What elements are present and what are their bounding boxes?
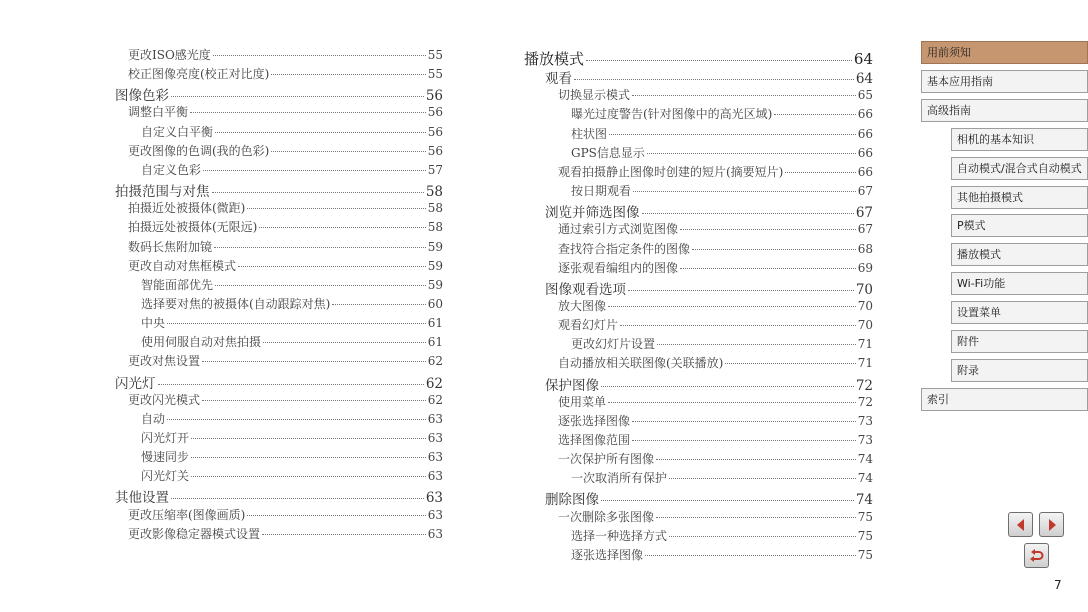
next-page-button[interactable]: [1039, 512, 1064, 537]
toc-entry-title: 一次保护所有图像: [558, 452, 655, 467]
toc-entry[interactable]: [115, 314, 443, 331]
dot-leader: [259, 227, 425, 228]
toc-entry-title: GPS信息显示: [571, 145, 645, 160]
toc-entry-page: 71: [857, 337, 873, 352]
toc-entry-page: 56: [425, 88, 443, 105]
dot-leader: [215, 132, 426, 133]
toc-entry-title: 放大图像: [558, 298, 607, 313]
dot-leader: [190, 112, 426, 113]
dot-leader: [271, 74, 425, 75]
toc-entry-page: 70: [857, 298, 873, 313]
toc-entry-title: 逐张选择图像: [571, 547, 644, 562]
toc-entry[interactable]: [524, 469, 873, 486]
toc-entry-page: 61: [427, 335, 443, 350]
dot-leader: [171, 96, 424, 97]
toc-entry-title: 选择一种选择方式: [571, 528, 668, 543]
toc-entry-page: 72: [855, 377, 873, 394]
toc-entry[interactable]: [115, 103, 443, 120]
dot-leader: [601, 500, 854, 501]
dot-leader: [263, 342, 426, 343]
toc-entry-page: 55: [427, 48, 443, 62]
toc-entry-page: 63: [427, 469, 443, 484]
toc-entry[interactable]: [524, 335, 873, 352]
sidebar-tab[interactable]: 用前须知: [921, 41, 1088, 64]
toc-entry-title: 逐张观看编组内的图像: [558, 260, 679, 275]
toc-entry[interactable]: [115, 84, 443, 104]
toc-entry-title: 更改影像稳定器模式设置: [128, 526, 261, 541]
toc-entry-page: 63: [427, 526, 443, 541]
dot-leader: [202, 400, 426, 401]
toc-entry-page: 58: [427, 220, 443, 235]
sidebar-tab[interactable]: P模式: [951, 214, 1088, 237]
toc-entry-page: 58: [425, 184, 443, 201]
toc-entry-page: 64: [855, 71, 873, 88]
toc-entry-title: 智能面部优先: [141, 277, 214, 292]
toc-entry-page: 59: [427, 277, 443, 292]
toc-entry[interactable]: [524, 201, 873, 221]
toc-entry-title: 闪光灯开: [141, 431, 190, 445]
dot-leader: [191, 438, 426, 439]
dot-leader: [167, 323, 426, 324]
toc-entry[interactable]: [524, 354, 873, 371]
toc-entry-page: 75: [857, 509, 873, 524]
toc-entry-page: 59: [427, 239, 443, 254]
toc-entry-title: 拍摄远处被摄体(无限远): [128, 220, 258, 235]
toc-entry[interactable]: [524, 105, 873, 122]
toc-entry-title: 闪光灯: [115, 375, 156, 392]
toc-entry-page: 75: [857, 528, 873, 543]
toc-entry[interactable]: [524, 527, 873, 544]
toc-entry-page: 70: [857, 318, 873, 333]
toc-entry-page: 72: [857, 394, 873, 409]
toc-entry-title: 更改图像的色调(我的色彩): [128, 143, 270, 158]
dot-leader: [680, 229, 856, 230]
toc-entry-page: 66: [857, 164, 873, 179]
toc-entry-page: 56: [427, 105, 443, 120]
toc-entry[interactable]: [115, 65, 443, 82]
toc-entry-page: 62: [427, 354, 443, 369]
toc-entry-title: 通过索引方式浏览图像: [558, 222, 679, 237]
dot-leader: [632, 95, 856, 96]
toc-entry-title: 更改幻灯片设置: [571, 337, 656, 352]
dot-leader: [601, 386, 854, 387]
toc-entry[interactable]: [524, 393, 873, 410]
dot-leader: [669, 536, 856, 537]
toc-entry[interactable]: [524, 86, 873, 103]
sidebar-tab[interactable]: 基本应用指南: [921, 70, 1088, 93]
toc-entry[interactable]: [115, 506, 443, 523]
toc-entry[interactable]: [115, 486, 443, 506]
toc-entry-title: 更改自动对焦框模式: [128, 258, 237, 273]
toc-entry-page: 60: [427, 296, 443, 311]
dot-leader: [191, 476, 426, 477]
back-button[interactable]: [1024, 543, 1049, 568]
toc-entry-page: 65: [857, 88, 873, 103]
dot-leader: [167, 419, 426, 420]
sidebar-tab[interactable]: 附件: [951, 330, 1088, 353]
toc-entry-title: 校正图像亮度(校正对比度): [128, 67, 270, 82]
toc-entry[interactable]: [115, 180, 443, 200]
toc-entry-title: 自定义白平衡: [141, 124, 214, 139]
sidebar-tab[interactable]: 高级指南: [921, 99, 1088, 122]
dot-leader: [620, 325, 856, 326]
toc-entry-page: 59: [427, 258, 443, 273]
toc-entry-title: 自定义色彩: [141, 162, 202, 177]
toc-entry-title: 观看幻灯片: [558, 318, 619, 333]
toc-entry[interactable]: [115, 333, 443, 350]
toc-entry[interactable]: [115, 123, 443, 140]
dot-leader: [647, 153, 856, 154]
toc-entry-page: 66: [857, 145, 873, 160]
dot-leader: [680, 268, 856, 269]
toc-entry-page: 71: [857, 356, 873, 371]
toc-entry-page: 63: [427, 431, 443, 445]
toc-entry-page: 73: [857, 413, 873, 428]
toc-entry-page: 56: [427, 143, 443, 158]
toc-entry[interactable]: [524, 220, 873, 237]
toc-entry[interactable]: [524, 144, 873, 161]
sidebar-tab[interactable]: 其他拍摄模式: [951, 186, 1088, 209]
toc-entry[interactable]: [115, 142, 443, 159]
toc-entry-title: 观看拍摄静止图像时创建的短片(摘要短片): [558, 164, 784, 179]
left-arrow-icon: [1014, 518, 1028, 532]
toc-entry-title: 慢速同步: [141, 450, 190, 465]
toc-entry-page: 56: [427, 124, 443, 139]
toc-entry-title: 删除图像: [545, 492, 599, 509]
toc-entry-page: 58: [427, 201, 443, 216]
toc-entry-title: 逐张选择图像: [558, 413, 631, 428]
dot-leader: [609, 134, 856, 135]
toc-entry[interactable]: [524, 374, 873, 394]
toc-entry-page: 74: [855, 492, 873, 509]
toc-entry[interactable]: [115, 525, 443, 542]
toc-entry-page: 63: [425, 490, 443, 507]
dot-leader: [238, 266, 426, 267]
toc-entry-page: 55: [427, 67, 443, 82]
toc-entry-title: 更改压缩率(图像画质): [128, 507, 246, 522]
toc-entry[interactable]: [115, 46, 443, 63]
toc-entry-title: 调整白平衡: [128, 105, 189, 120]
toc-entry-title: 播放模式: [524, 50, 585, 68]
dot-leader: [332, 304, 425, 305]
toc-entry-title: 中央: [141, 316, 166, 331]
toc-entry-title: 选择要对焦的被摄体(自动跟踪对焦): [141, 296, 331, 311]
toc-entry[interactable]: [115, 467, 443, 484]
dot-leader: [212, 192, 424, 193]
toc-entry-title: 观看: [545, 71, 572, 88]
return-arrow-icon: [1029, 549, 1045, 563]
toc-entry[interactable]: [524, 450, 873, 467]
sidebar-tab[interactable]: 设置菜单: [951, 301, 1088, 324]
dot-leader: [214, 247, 426, 248]
toc-entry-page: 64: [853, 50, 873, 68]
dot-leader: [785, 172, 855, 173]
dot-leader: [191, 457, 426, 458]
toc-entry[interactable]: [524, 182, 873, 199]
toc-entry[interactable]: [524, 316, 873, 333]
dot-leader: [725, 363, 855, 364]
dot-leader: [586, 60, 852, 61]
toc-entry-page: 63: [427, 507, 443, 522]
toc-entry[interactable]: [524, 48, 873, 69]
toc-entry[interactable]: [524, 546, 873, 563]
right-arrow-icon: [1045, 518, 1059, 532]
dot-leader: [656, 459, 856, 460]
toc-entry-page: 68: [857, 241, 873, 256]
toc-entry-title: 数码长焦附加镜: [128, 239, 213, 254]
toc-entry[interactable]: [524, 412, 873, 429]
prev-page-button[interactable]: [1008, 512, 1033, 537]
toc-entry[interactable]: [115, 372, 443, 392]
sidebar-tab[interactable]: 附录: [951, 359, 1088, 382]
toc-entry-page: 73: [857, 433, 873, 447]
dot-leader: [171, 498, 424, 499]
dot-leader: [608, 306, 856, 307]
dot-leader: [633, 191, 856, 192]
toc-entry-page: 74: [857, 471, 873, 486]
sidebar-tab[interactable]: 自动模式/混合式自动模式: [951, 157, 1088, 180]
toc-entry-title: 使用伺服自动对焦拍摄: [141, 335, 262, 350]
toc-entry[interactable]: [115, 410, 443, 427]
toc-entry-page: 57: [427, 162, 443, 177]
dot-leader: [669, 478, 856, 479]
toc-entry[interactable]: [115, 238, 443, 255]
toc-entry-page: 67: [857, 222, 873, 237]
toc-entry[interactable]: [115, 352, 443, 369]
sidebar-tab[interactable]: 索引: [921, 388, 1088, 411]
toc-entry-page: 74: [857, 452, 873, 467]
toc-entry-title: 柱状图: [571, 126, 608, 141]
toc-entry[interactable]: [524, 431, 873, 448]
toc-entry-title: 更改对焦设置: [128, 354, 201, 369]
toc-entry[interactable]: [115, 295, 443, 312]
toc-entry-page: 62: [427, 392, 443, 407]
toc-entry-title: 图像观看选项: [545, 281, 626, 298]
sidebar-tab[interactable]: 播放模式: [951, 243, 1088, 266]
toc-entry-page: 66: [857, 126, 873, 141]
toc-entry-title: 更改闪光模式: [128, 392, 201, 407]
toc-entry-title: 一次取消所有保护: [571, 471, 668, 486]
toc-entry-title: 自动: [141, 411, 166, 426]
dot-leader: [642, 213, 854, 214]
toc-entry-title: 一次删除多张图像: [558, 509, 655, 524]
toc-entry-title: 拍摄范围与对焦: [115, 184, 210, 201]
dot-leader: [692, 249, 856, 250]
dot-leader: [774, 114, 855, 115]
toc-entry-page: 67: [857, 184, 873, 199]
dot-leader: [632, 421, 856, 422]
toc-entry[interactable]: [115, 199, 443, 216]
toc-entry[interactable]: [115, 276, 443, 293]
toc-entry-title: 更改ISO感光度: [128, 48, 211, 62]
toc-entry-title: 查找符合指定条件的图像: [558, 241, 691, 256]
toc-entry-title: 选择图像范围: [558, 433, 631, 447]
toc-entry-title: 切换显示模式: [558, 88, 631, 103]
toc-entry[interactable]: [115, 448, 443, 465]
toc-entry[interactable]: [524, 240, 873, 257]
sidebar-tab[interactable]: 相机的基本知识: [951, 128, 1088, 151]
toc-entry[interactable]: [524, 488, 873, 508]
toc-entry-title: 曝光过度警告(针对图像中的高光区域): [571, 107, 773, 122]
dot-leader: [215, 285, 426, 286]
dot-leader: [632, 440, 856, 441]
toc-entry-title: 自动播放相关联图像(关联播放): [558, 356, 724, 371]
dot-leader: [158, 384, 424, 385]
toc-entry-title: 保护图像: [545, 377, 599, 394]
toc-entry-title: 浏览并筛选图像: [545, 205, 640, 222]
dot-leader: [657, 344, 856, 345]
dot-leader: [608, 402, 856, 403]
toc-entry[interactable]: [524, 125, 873, 142]
toc-entry-page: 70: [855, 281, 873, 298]
toc-entry[interactable]: [524, 163, 873, 180]
dot-leader: [247, 515, 425, 516]
toc-entry-page: 61: [427, 316, 443, 331]
toc-entry[interactable]: [115, 391, 443, 408]
sidebar-tab[interactable]: Wi-Fi功能: [951, 272, 1088, 295]
toc-entry-title: 其他设置: [115, 490, 169, 507]
toc-entry-title: 使用菜单: [558, 394, 607, 409]
toc-entry-title: 拍摄近处被摄体(微距): [128, 201, 246, 216]
toc-entry[interactable]: [115, 218, 443, 235]
toc-entry[interactable]: [524, 259, 873, 276]
toc-entry[interactable]: [115, 257, 443, 274]
page-number: 7: [1054, 578, 1062, 592]
dot-leader: [645, 555, 856, 556]
toc-entry[interactable]: [115, 429, 443, 446]
toc-entry-page: 66: [857, 107, 873, 122]
toc-entry-title: 图像色彩: [115, 88, 169, 105]
toc-entry-title: 闪光灯关: [141, 469, 190, 484]
dot-leader: [628, 290, 854, 291]
toc-entry[interactable]: [524, 67, 873, 87]
toc-entry-page: 63: [427, 411, 443, 426]
toc-entry[interactable]: [115, 161, 443, 178]
toc-entry-page: 63: [427, 450, 443, 465]
toc-entry-title: 按日期观看: [571, 184, 632, 199]
toc-entry[interactable]: [524, 297, 873, 314]
toc-entry-page: 75: [857, 547, 873, 562]
dot-leader: [213, 55, 426, 56]
dot-leader: [247, 208, 425, 209]
toc-entry[interactable]: [524, 278, 873, 298]
toc-entry-page: 62: [425, 375, 443, 392]
dot-leader: [656, 517, 856, 518]
toc-entry[interactable]: [524, 508, 873, 525]
dot-leader: [203, 170, 426, 171]
toc-entry-page: 67: [855, 205, 873, 222]
toc-entry-page: 69: [857, 260, 873, 275]
dot-leader: [202, 361, 426, 362]
dot-leader: [271, 151, 425, 152]
dot-leader: [574, 79, 854, 80]
dot-leader: [262, 534, 426, 535]
